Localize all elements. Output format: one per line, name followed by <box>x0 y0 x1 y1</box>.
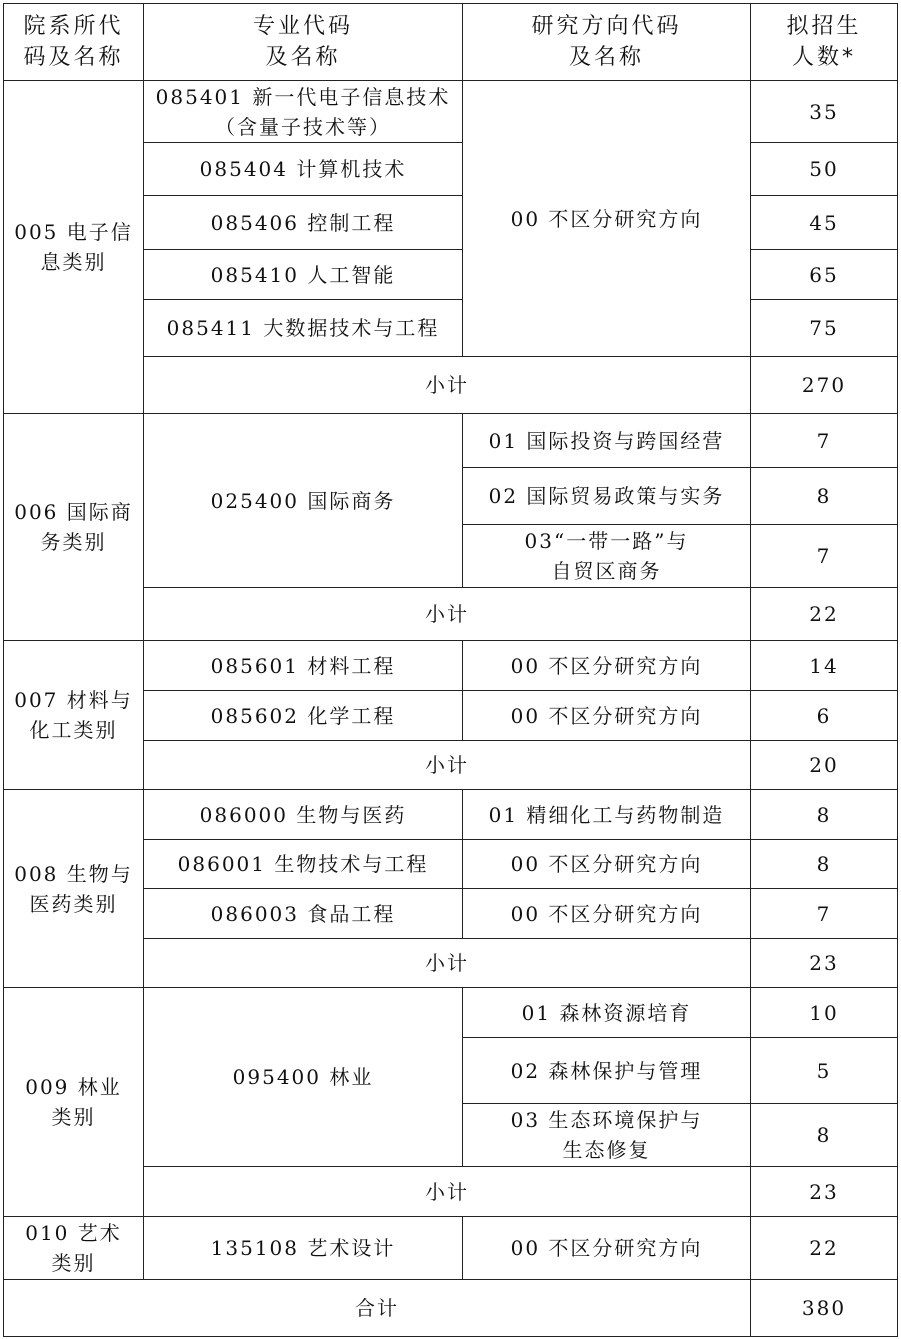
quota-cell: 5 <box>751 1038 898 1104</box>
subtotal-label: 小计 <box>144 357 751 414</box>
direction-cell: 01 国际投资与跨国经营 <box>463 414 751 468</box>
major-cell: 095400 林业 <box>144 988 463 1167</box>
direction-cell: 03“一带一路”与 自贸区商务 <box>463 525 751 588</box>
total-row <box>4 1280 898 1337</box>
department-cell: 006 国际商 务类别 <box>4 414 144 641</box>
enrollment-table <box>3 3 898 1337</box>
direction-cell: 00 不区分研究方向 <box>463 81 751 357</box>
quota-cell: 65 <box>751 250 898 300</box>
major-cell: 085601 材料工程 <box>144 641 463 691</box>
department-cell: 009 林业 类别 <box>4 988 144 1217</box>
subtotal-label: 小计 <box>144 741 751 790</box>
quota-cell: 8 <box>751 790 898 840</box>
total-value: 380 <box>751 1280 898 1337</box>
table-row <box>4 414 898 468</box>
major-cell: 085602 化学工程 <box>144 691 463 741</box>
department-cell: 007 材料与 化工类别 <box>4 641 144 790</box>
subtotal-label: 小计 <box>144 939 751 988</box>
header-major: 专业代码 及名称 <box>144 4 463 81</box>
quota-cell: 22 <box>751 1217 898 1280</box>
direction-cell: 03 生态环境保护与 生态修复 <box>463 1104 751 1167</box>
subtotal-label: 小计 <box>144 588 751 641</box>
table-row <box>4 81 898 143</box>
direction-cell: 02 森林保护与管理 <box>463 1038 751 1104</box>
table-row <box>4 790 898 840</box>
subtotal-value: 22 <box>751 588 898 641</box>
direction-cell: 02 国际贸易政策与实务 <box>463 468 751 525</box>
major-cell: 085410 人工智能 <box>144 250 463 300</box>
header-direction: 研究方向代码 及名称 <box>463 4 751 81</box>
quota-cell: 14 <box>751 641 898 691</box>
header-row <box>4 4 898 81</box>
header-quota: 拟招生 人数* <box>751 4 898 81</box>
table-row <box>4 988 898 1038</box>
quota-cell: 7 <box>751 414 898 468</box>
major-cell: 085411 大数据技术与工程 <box>144 300 463 357</box>
total-label: 合计 <box>4 1280 751 1337</box>
direction-cell: 00 不区分研究方向 <box>463 691 751 741</box>
quota-cell: 10 <box>751 988 898 1038</box>
quota-cell: 45 <box>751 196 898 250</box>
major-cell: 086003 食品工程 <box>144 889 463 939</box>
subtotal-value: 20 <box>751 741 898 790</box>
subtotal-value: 23 <box>751 939 898 988</box>
major-cell: 086000 生物与医药 <box>144 790 463 840</box>
quota-cell: 35 <box>751 81 898 143</box>
major-cell: 086001 生物技术与工程 <box>144 840 463 889</box>
major-cell: 085401 新一代电子信息技术 （含量子技术等） <box>144 81 463 143</box>
subtotal-label: 小计 <box>144 1167 751 1217</box>
major-cell: 085404 计算机技术 <box>144 143 463 196</box>
quota-cell: 8 <box>751 840 898 889</box>
direction-cell: 00 不区分研究方向 <box>463 840 751 889</box>
direction-cell: 01 森林资源培育 <box>463 988 751 1038</box>
direction-cell: 01 精细化工与药物制造 <box>463 790 751 840</box>
quota-cell: 7 <box>751 525 898 588</box>
department-cell: 008 生物与 医药类别 <box>4 790 144 988</box>
table-row <box>4 641 898 691</box>
major-cell: 025400 国际商务 <box>144 414 463 588</box>
direction-cell: 00 不区分研究方向 <box>463 1217 751 1280</box>
direction-cell: 00 不区分研究方向 <box>463 889 751 939</box>
department-cell: 005 电子信 息类别 <box>4 81 144 414</box>
quota-cell: 8 <box>751 468 898 525</box>
quota-cell: 7 <box>751 889 898 939</box>
quota-cell: 75 <box>751 300 898 357</box>
header-department: 院系所代 码及名称 <box>4 4 144 81</box>
major-cell: 135108 艺术设计 <box>144 1217 463 1280</box>
quota-cell: 6 <box>751 691 898 741</box>
subtotal-value: 270 <box>751 357 898 414</box>
quota-cell: 50 <box>751 143 898 196</box>
department-cell: 010 艺术 类别 <box>4 1217 144 1280</box>
table-row <box>4 1217 898 1280</box>
quota-cell: 8 <box>751 1104 898 1167</box>
direction-cell: 00 不区分研究方向 <box>463 641 751 691</box>
subtotal-value: 23 <box>751 1167 898 1217</box>
major-cell: 085406 控制工程 <box>144 196 463 250</box>
